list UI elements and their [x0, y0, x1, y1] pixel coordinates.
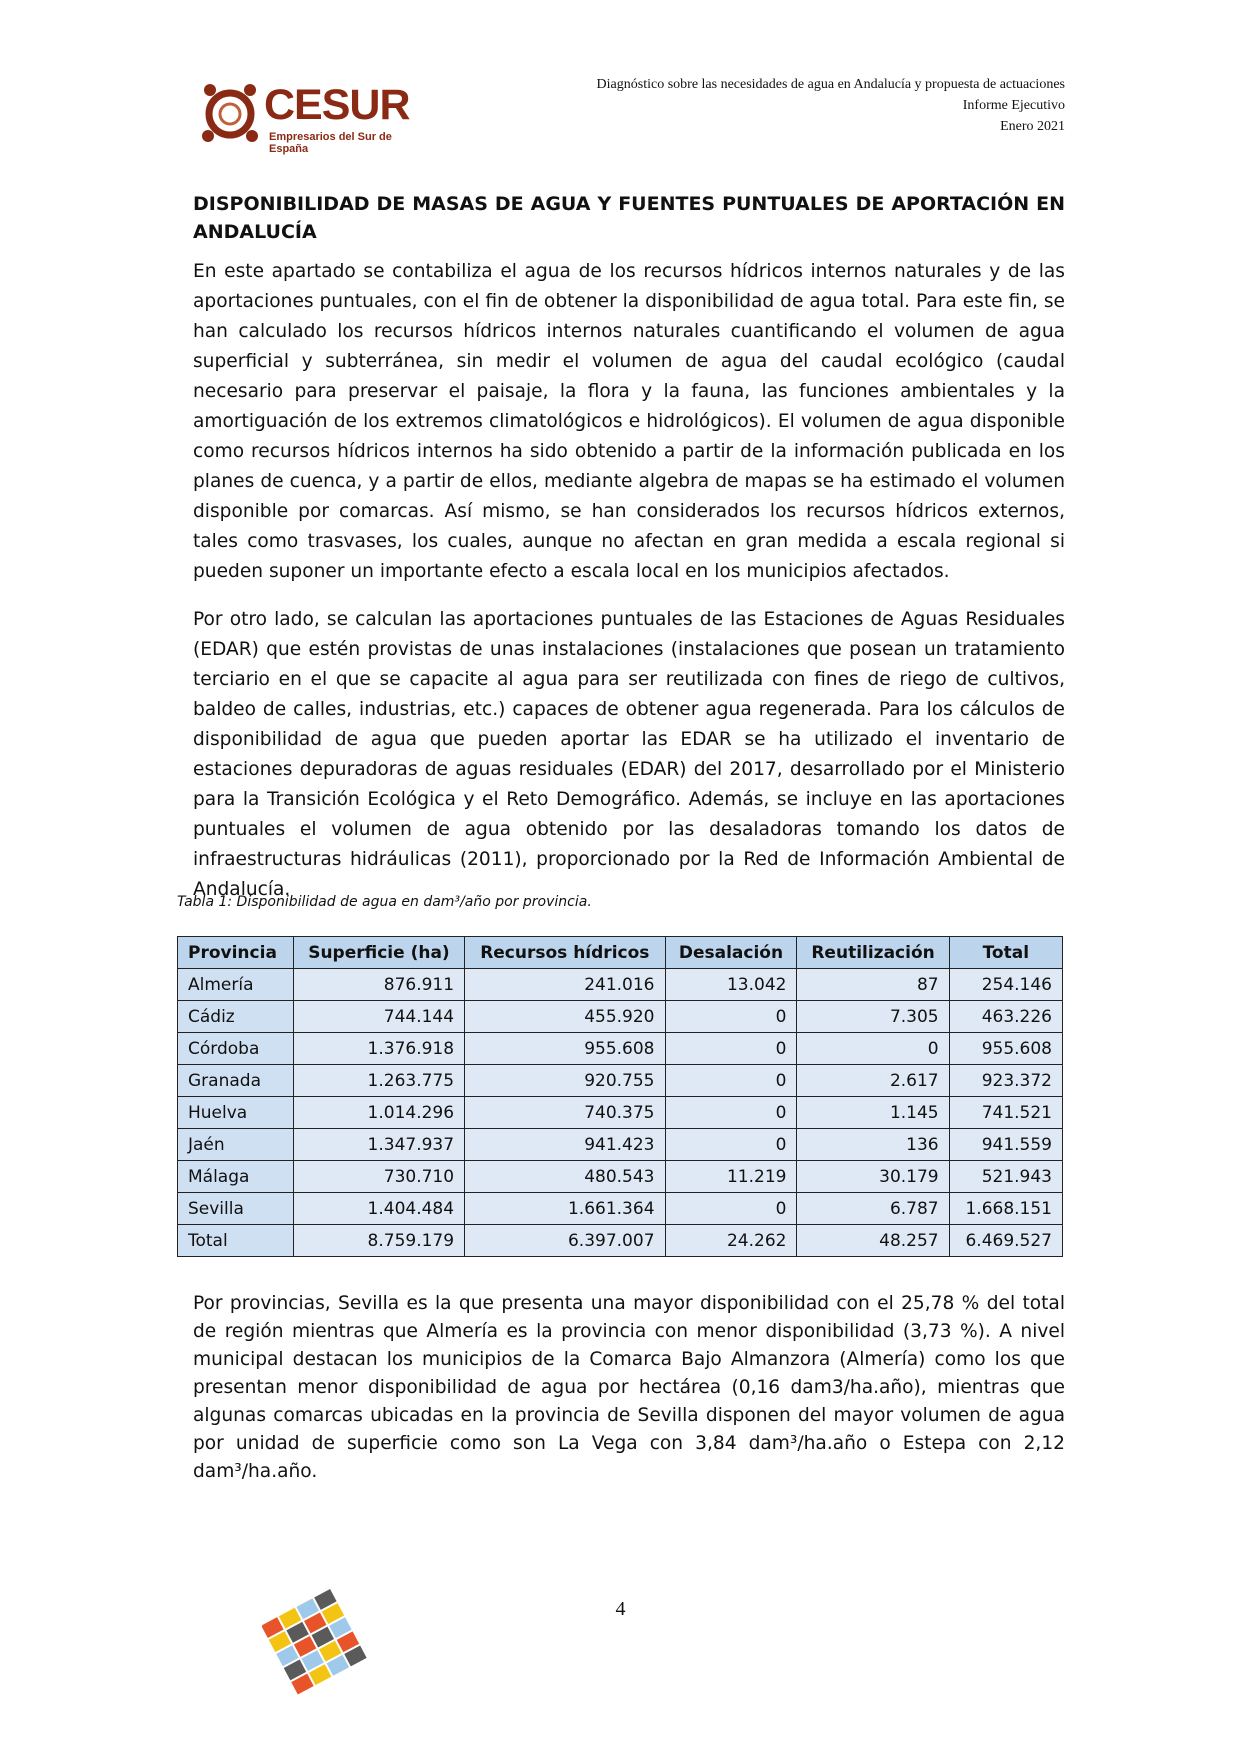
- table-header-row: [178, 937, 1063, 969]
- table-cell: 1.668.151: [949, 1193, 1062, 1225]
- water-availability-table: [177, 936, 1063, 1257]
- page-number: 4: [615, 1598, 626, 1620]
- table-row: [178, 1193, 1063, 1225]
- table-cell: 6.787: [797, 1193, 949, 1225]
- table-cell: Sevilla: [178, 1193, 294, 1225]
- table-cell: 0: [665, 1097, 797, 1129]
- table-cell: Almería: [178, 969, 294, 1001]
- header-date: Enero 2021: [1000, 119, 1065, 134]
- column-header: Superficie (ha): [293, 937, 464, 969]
- table-cell: Jaén: [178, 1129, 294, 1161]
- table-cell: 744.144: [293, 1001, 464, 1033]
- table-cell: 730.710: [293, 1161, 464, 1193]
- table-cell: 87: [797, 969, 949, 1001]
- table-cell: 1.145: [797, 1097, 949, 1129]
- header-title: Diagnóstico sobre las necesidades de agua en Andalucía y propuesta de actuaciones: [596, 77, 1065, 92]
- table-row: [178, 1161, 1063, 1193]
- table-cell: 11.219: [665, 1161, 797, 1193]
- table-cell: 923.372: [949, 1065, 1062, 1097]
- table-cell: 6.397.007: [465, 1225, 665, 1257]
- table-cell: 876.911: [293, 969, 464, 1001]
- column-header: Recursos hídricos: [465, 937, 665, 969]
- column-header: Reutilización: [797, 937, 949, 969]
- table-cell: 7.305: [797, 1001, 949, 1033]
- table-cell: 1.347.937: [293, 1129, 464, 1161]
- table-cell: Total: [178, 1225, 294, 1257]
- table-cell: 0: [665, 1001, 797, 1033]
- logo-name: CESUR: [264, 81, 410, 129]
- table-total-row: [178, 1225, 1063, 1257]
- column-header: Desalación: [665, 937, 797, 969]
- table-row: [178, 1097, 1063, 1129]
- table-cell: 463.226: [949, 1001, 1062, 1033]
- table-cell: 0: [665, 1129, 797, 1161]
- table-cell: 941.559: [949, 1129, 1062, 1161]
- table-cell: Huelva: [178, 1097, 294, 1129]
- table-row: [178, 1033, 1063, 1065]
- table-cell: 241.016: [465, 969, 665, 1001]
- table-cell: 955.608: [465, 1033, 665, 1065]
- logo-tagline: Empresarios del Sur de España: [269, 131, 392, 155]
- table-cell: 254.146: [949, 969, 1062, 1001]
- table-cell: 1.014.296: [293, 1097, 464, 1129]
- table-cell: 1.376.918: [293, 1033, 464, 1065]
- table-cell: Málaga: [178, 1161, 294, 1193]
- table-cell: 6.469.527: [949, 1225, 1062, 1257]
- table-cell: 2.617: [797, 1065, 949, 1097]
- section-heading: DISPONIBILIDAD DE MASAS DE AGUA Y FUENTES PUNTUALES DE APORTACIÓN EN ANDALUCÍA: [193, 193, 1065, 243]
- table-cell: Córdoba: [178, 1033, 294, 1065]
- column-header: Provincia: [178, 937, 294, 969]
- paragraph-conclusion: Por provincias, Sevilla es la que presenta una mayor disponibilidad con el 25,78 % del total de región mientras que Almería es la provincia con menor disponibilidad (3,73 %). A nivel municipal destacan los municipios de la Comarca Bajo Almanzora (Almería) como los que presentan menor disponibilidad de agua por hectárea (0,16 dam3/ha.año), mientras que algunas comarcas ubicadas en la provincia de Sevilla disponen del mayor volumen de agua por unidad de superficie como son La Vega con 3,84 dam³/ha.año o Estepa con 2,12 dam³/ha.año.: [193, 1293, 1065, 1482]
- document-header: [597, 74, 1065, 137]
- table-cell: 1.404.484: [293, 1193, 464, 1225]
- paragraph-edar: Por otro lado, se calculan las aportaciones puntuales de las Estaciones de Aguas Residuales (EDAR) que estén provistas de unas instalaciones (instalaciones que posean un tratamiento terciario en el que se capacite al agua para ser reutilizada con fines de riego de cultivos, baldeo de calles, industrias, etc.) capaces de obtener agua regenerada. Para los cálculos de disponibilidad de agua que pueden aportar las EDAR se ha utilizado el inventario de estaciones depuradoras de aguas residuales (EDAR) del 2017, desarrollado por el Ministerio para la Transición Ecológica y el Reto Demográfico. Además, se incluye en las aportaciones puntuales el volumen de agua obtenido por las desaladoras tomando los datos de infraestructuras hidráulicas (2011), proporcionado por la Red de Información Ambiental de Andalucía.: [193, 609, 1065, 900]
- cesur-logo: [200, 80, 430, 155]
- table-cell: Cádiz: [178, 1001, 294, 1033]
- table-row: [178, 1129, 1063, 1161]
- table-cell: 480.543: [465, 1161, 665, 1193]
- table-cell: Granada: [178, 1065, 294, 1097]
- table-cell: 8.759.179: [293, 1225, 464, 1257]
- table-row: [178, 1001, 1063, 1033]
- table-cell: 48.257: [797, 1225, 949, 1257]
- table-cell: 941.423: [465, 1129, 665, 1161]
- table-cell: 0: [665, 1065, 797, 1097]
- paragraph-intro: En este apartado se contabiliza el agua de los recursos hídricos internos naturales y de las aportaciones puntuales, con el fin de obtener la disponibilidad de agua total. Para este fin, se han calculado los recursos hídricos internos naturales cuantificando el volumen de agua superficial y subterránea, sin medir el volumen de agua del caudal ecológico (caudal necesario para preservar el paisaje, la flora y la fauna, las funciones ambientales y la amortiguación de los extremos climatológicos e hidrológicos). El volumen de agua disponible como recursos hídricos internos ha sido obtenido a partir de la información publicada en los planes de cuenca, y a partir de ellos, mediante algebra de mapas se ha estimado el volumen disponible por comarcas. Así mismo, se han considerados los recursos hídricos externos, tales como trasvases, los cuales, aunque no afectan en gran medida a escala regional si pueden suponer un importante efecto a escala local en los municipios afectados.: [193, 261, 1065, 582]
- table-cell: 0: [797, 1033, 949, 1065]
- table-cell: 521.943: [949, 1161, 1062, 1193]
- table-cell: 0: [665, 1193, 797, 1225]
- table-row: [178, 969, 1063, 1001]
- cesur-emblem-icon: [200, 80, 262, 146]
- table-cell: 455.920: [465, 1001, 665, 1033]
- table-caption: Tabla 1: Disponibilidad de agua en dam³/año por provincia.: [177, 894, 592, 910]
- table-cell: 955.608: [949, 1033, 1062, 1065]
- header-subtitle: Informe Ejecutivo: [962, 98, 1065, 113]
- table-cell: 1.661.364: [465, 1193, 665, 1225]
- table-cell: 30.179: [797, 1161, 949, 1193]
- table-cell: 0: [665, 1033, 797, 1065]
- table-cell: 24.262: [665, 1225, 797, 1257]
- table-cell: 920.755: [465, 1065, 665, 1097]
- table-row: [178, 1065, 1063, 1097]
- table-cell: 740.375: [465, 1097, 665, 1129]
- column-header: Total: [949, 937, 1062, 969]
- table-cell: 13.042: [665, 969, 797, 1001]
- table-cell: 1.263.775: [293, 1065, 464, 1097]
- table-cell: 136: [797, 1129, 949, 1161]
- table-cell: 741.521: [949, 1097, 1062, 1129]
